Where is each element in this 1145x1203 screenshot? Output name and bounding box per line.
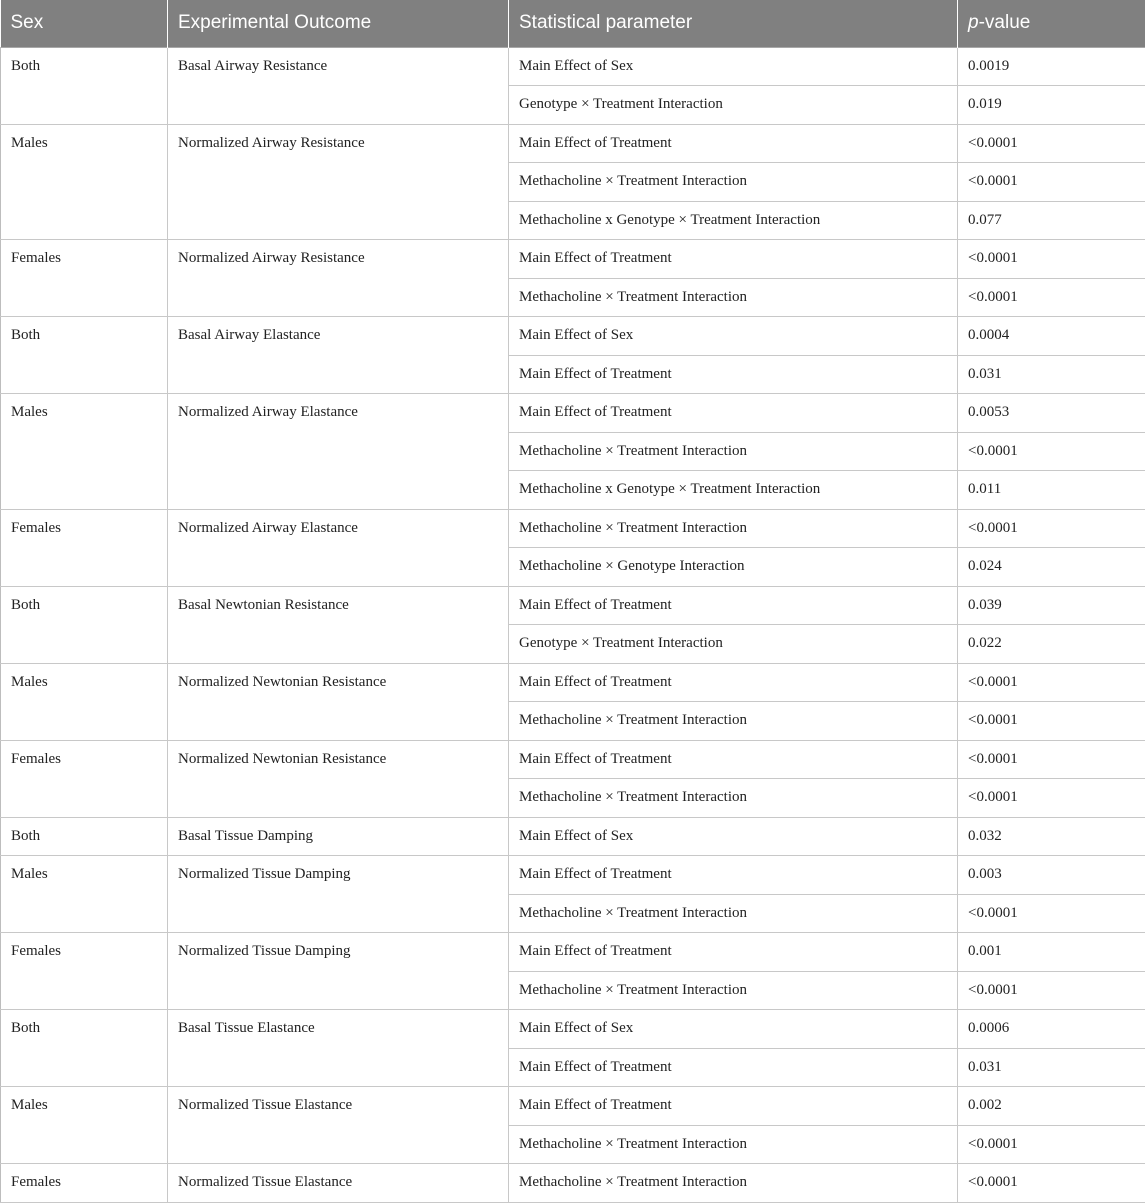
p-value-cell: <0.0001 [958,740,1145,779]
table-row [1,124,1145,163]
outcome-cell: Normalized Tissue Damping [168,856,509,933]
table-row [1,317,1145,356]
outcome-cell: Basal Airway Elastance [168,317,509,394]
outcome-cell: Basal Tissue Damping [168,817,509,856]
parameter-cell: Methacholine × Treatment Interaction [509,971,958,1010]
p-value-cell: <0.0001 [958,971,1145,1010]
table-row [1,740,1145,779]
parameter-cell: Methacholine × Genotype Interaction [509,548,958,587]
parameter-cell: Main Effect of Treatment [509,240,958,279]
header-p-value [958,0,1145,47]
parameter-cell: Main Effect of Treatment [509,355,958,394]
p-value-cell: 0.0019 [958,47,1145,86]
parameter-cell: Methacholine × Treatment Interaction [509,509,958,548]
outcome-cell: Normalized Tissue Elastance [168,1087,509,1164]
parameter-cell: Main Effect of Treatment [509,856,958,895]
table-row [1,663,1145,702]
p-value-cell: 0.031 [958,355,1145,394]
p-value-cell: 0.022 [958,625,1145,664]
parameter-cell: Main Effect of Treatment [509,740,958,779]
sex-cell: Females [1,1164,168,1203]
parameter-cell: Main Effect of Treatment [509,933,958,972]
parameter-cell: Methacholine × Treatment Interaction [509,432,958,471]
table-header [1,0,1145,47]
p-value-cell: 0.0004 [958,317,1145,356]
table-row [1,509,1145,548]
sex-cell: Females [1,509,168,586]
sex-cell: Both [1,817,168,856]
outcome-cell: Normalized Tissue Damping [168,933,509,1010]
parameter-cell: Main Effect of Sex [509,47,958,86]
parameter-cell: Main Effect of Sex [509,817,958,856]
p-value-cell: 0.002 [958,1087,1145,1126]
outcome-cell: Normalized Tissue Elastance [168,1164,509,1203]
p-value-cell: 0.001 [958,933,1145,972]
table-body [1,47,1145,1202]
p-value-cell: <0.0001 [958,1125,1145,1164]
p-value-cell: 0.077 [958,201,1145,240]
parameter-cell: Methacholine x Genotype × Treatment Interaction [509,471,958,510]
sex-cell: Males [1,124,168,240]
p-value-cell: 0.032 [958,817,1145,856]
p-value-cell: <0.0001 [958,509,1145,548]
p-value-cell: <0.0001 [958,278,1145,317]
parameter-cell: Genotype × Treatment Interaction [509,86,958,125]
p-value-cell: <0.0001 [958,702,1145,741]
parameter-cell: Methacholine × Treatment Interaction [509,163,958,202]
sex-cell: Males [1,1087,168,1164]
p-value-cell: <0.0001 [958,663,1145,702]
parameter-cell: Main Effect of Treatment [509,1048,958,1087]
p-value-cell: 0.039 [958,586,1145,625]
parameter-cell: Methacholine × Treatment Interaction [509,1125,958,1164]
header-experimental-outcome: Experimental Outcome [168,0,509,47]
outcome-cell: Normalized Airway Elastance [168,394,509,510]
outcome-cell: Normalized Newtonian Resistance [168,740,509,817]
p-value-cell: 0.0006 [958,1010,1145,1049]
outcome-cell: Basal Tissue Elastance [168,1010,509,1087]
parameter-cell: Methacholine × Treatment Interaction [509,1164,958,1203]
p-value-cell: 0.031 [958,1048,1145,1087]
table-row [1,933,1145,972]
outcome-cell: Basal Airway Resistance [168,47,509,124]
sex-cell: Females [1,240,168,317]
parameter-cell: Main Effect of Treatment [509,1087,958,1126]
p-value-cell: 0.024 [958,548,1145,587]
p-value-cell: <0.0001 [958,163,1145,202]
header-p-suffix: -value [978,12,1031,34]
p-value-cell: <0.0001 [958,779,1145,818]
parameter-cell: Main Effect of Treatment [509,586,958,625]
outcome-cell: Normalized Airway Resistance [168,124,509,240]
table-row [1,1010,1145,1049]
sex-cell: Both [1,586,168,663]
table-row [1,586,1145,625]
p-value-cell: 0.019 [958,86,1145,125]
outcome-cell: Basal Newtonian Resistance [168,586,509,663]
table-row [1,240,1145,279]
sex-cell: Both [1,317,168,394]
parameter-cell: Methacholine × Treatment Interaction [509,779,958,818]
p-value-cell: 0.011 [958,471,1145,510]
table-row [1,394,1145,433]
table-row [1,856,1145,895]
p-value-cell: <0.0001 [958,1164,1145,1203]
p-value-cell: <0.0001 [958,894,1145,933]
parameter-cell: Methacholine × Treatment Interaction [509,702,958,741]
parameter-cell: Main Effect of Treatment [509,124,958,163]
outcome-cell: Normalized Newtonian Resistance [168,663,509,740]
sex-cell: Females [1,740,168,817]
parameter-cell: Methacholine × Treatment Interaction [509,278,958,317]
sex-cell: Males [1,856,168,933]
parameter-cell: Methacholine x Genotype × Treatment Interaction [509,201,958,240]
p-value-cell: <0.0001 [958,432,1145,471]
table-row [1,817,1145,856]
sex-cell: Males [1,394,168,510]
header-statistical-parameter: Statistical parameter [509,0,958,47]
sex-cell: Both [1,1010,168,1087]
table-row [1,1087,1145,1126]
p-value-cell: <0.0001 [958,124,1145,163]
outcome-cell: Normalized Airway Elastance [168,509,509,586]
sex-cell: Females [1,933,168,1010]
sex-cell: Males [1,663,168,740]
sex-cell: Both [1,47,168,124]
outcome-cell: Normalized Airway Resistance [168,240,509,317]
parameter-cell: Main Effect of Treatment [509,663,958,702]
p-value-cell: 0.003 [958,856,1145,895]
parameter-cell: Methacholine × Treatment Interaction [509,894,958,933]
table-row [1,1164,1145,1203]
header-sex: Sex [1,0,168,47]
parameter-cell: Main Effect of Treatment [509,394,958,433]
parameter-cell: Genotype × Treatment Interaction [509,625,958,664]
parameter-cell: Main Effect of Sex [509,317,958,356]
p-value-cell: 0.0053 [958,394,1145,433]
p-value-cell: <0.0001 [958,240,1145,279]
table-row [1,47,1145,86]
parameter-cell: Main Effect of Sex [509,1010,958,1049]
header-p-italic: p [968,12,979,34]
header-row [1,0,1145,47]
